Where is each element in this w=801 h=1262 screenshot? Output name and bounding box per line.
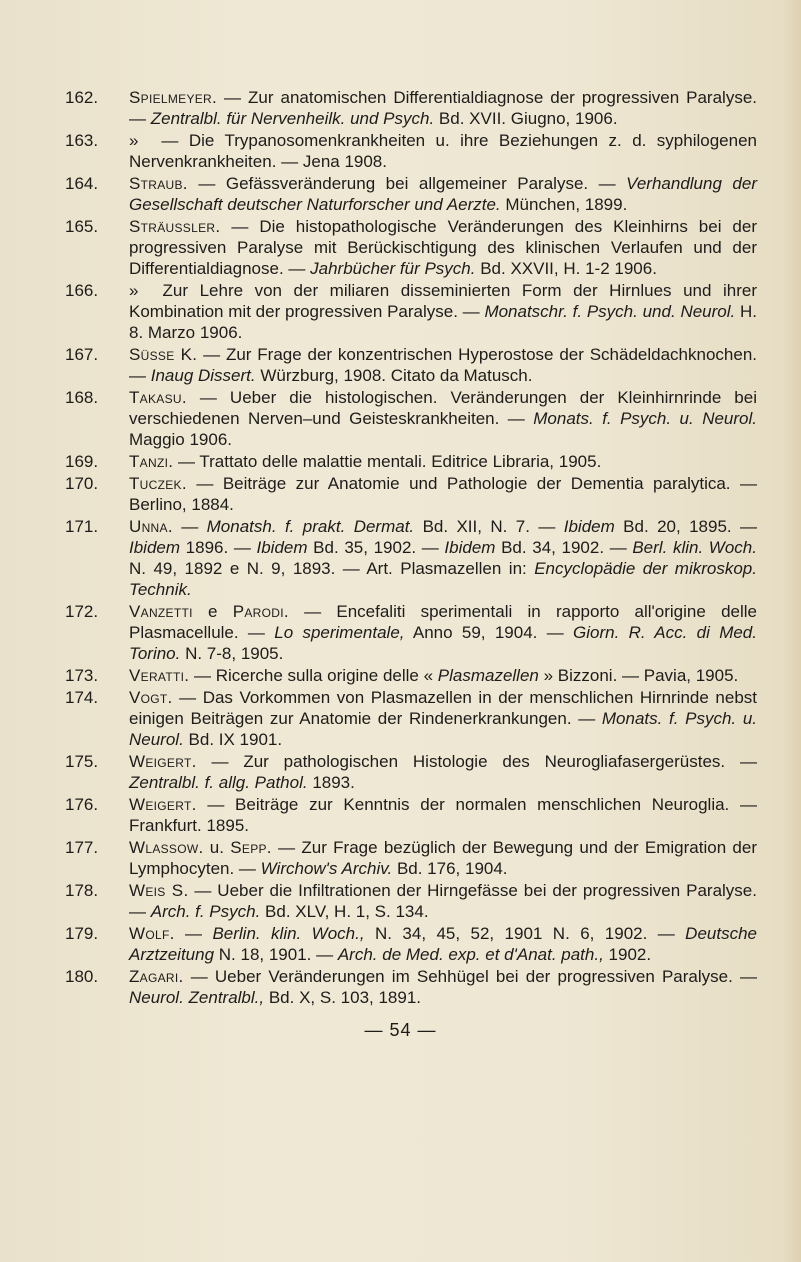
reference-text: Anno 59, 1904. — xyxy=(404,623,573,642)
reference-item-175 xyxy=(65,751,757,793)
reference-journal: Berlin. klin. Woch., xyxy=(212,924,365,943)
reference-journal: Wirchow's Archiv. xyxy=(260,859,393,878)
reference-number: 164. xyxy=(65,174,99,193)
ditto-mark: » xyxy=(129,281,139,300)
reference-author: Spielmeyer. xyxy=(129,88,218,107)
reference-number: 162. xyxy=(65,88,99,107)
reference-text: — Zur anatomischen Differentialdiagnose der progressiven Paralyse. — xyxy=(129,88,757,128)
reference-author: Süsse K. xyxy=(129,345,198,364)
reference-number: 172. xyxy=(65,602,99,621)
reference-item-165 xyxy=(65,216,757,279)
reference-item-166 xyxy=(65,280,757,343)
reference-text: — Die histopathologische Veränderungen des Kleinhirns bei der progressiven Paralyse mit Berückischtigung des klinischen Verlaufen und der Differentialdiagnose. — xyxy=(129,217,757,278)
reference-text: — Die Trypanosomenkrankheiten u. ihre Beziehungen z. d. syphilogenen Nervenkrankheiten. — Jena 1908. xyxy=(129,131,757,171)
reference-text: Bd. 176, 1904. xyxy=(392,859,508,878)
reference-author: Straub. xyxy=(129,174,188,193)
page-number: — 54 — xyxy=(364,1020,437,1040)
reference-text: N. 7-8, 1905. xyxy=(180,644,284,663)
reference-journal: Ibidem xyxy=(444,538,496,557)
reference-author: Unna. xyxy=(129,517,173,536)
reference-number: 167. xyxy=(65,345,99,364)
reference-journal: Monatsh. f. prakt. Dermat. xyxy=(206,517,415,536)
reference-journal: Encyclopädie der mikroskop. Technik. xyxy=(129,559,757,599)
reference-journal: Ibidem xyxy=(129,538,181,557)
reference-author: Weis S. xyxy=(129,881,189,900)
reference-text: — xyxy=(172,517,207,536)
reference-text: — Encefaliti sperimentali in rapporto all'origine delle Plasmacellule. — xyxy=(129,602,757,642)
reference-item-172 xyxy=(65,601,757,664)
reference-text: N. 18, 1901. — xyxy=(214,945,338,964)
reference-text: e xyxy=(192,602,233,621)
reference-item-177 xyxy=(65,837,757,879)
reference-journal: Plasmazellen xyxy=(437,666,539,685)
ditto-mark: » xyxy=(129,131,139,150)
reference-author: Vanzetti xyxy=(129,602,193,621)
reference-text: — Zur Frage bezüglich der Bewegung und der Emigration der Lymphocyten. — xyxy=(129,838,757,878)
reference-number: 171. xyxy=(65,517,99,536)
reference-text: — Das Vorkommen von Plasmazellen in der menschlichen Hirnrinde nebst einigen Beiträgen zur Anatomie der Rindenerkrankungen. — xyxy=(129,688,757,728)
reference-text: Bd. 35, 1902. — xyxy=(307,538,445,557)
reference-item-163 xyxy=(65,130,757,172)
reference-text: — Ueber die histologischen. Veränderungen der Kleinhirnrinde bei verschiedenen Nerven–und Geisteskrankheiten. — xyxy=(129,388,757,428)
reference-author: Zagari. xyxy=(129,967,184,986)
reference-number: 175. xyxy=(65,752,99,771)
reference-item-164 xyxy=(65,173,757,215)
reference-text: — Ueber Veränderungen im Sehhügel bei der progressiven Paralyse. — xyxy=(183,967,757,986)
reference-text: » Bizzoni. — Pavia, 1905. xyxy=(538,666,739,685)
reference-item-168 xyxy=(65,387,757,450)
reference-text: — Ueber die Infiltrationen der Hirngefässe bei der progressiven Paralyse. — xyxy=(129,881,757,921)
reference-author: Takasu. xyxy=(129,388,187,407)
reference-text: Bd. XLV, H. 1, S. 134. xyxy=(260,902,429,921)
reference-text: 1896. — xyxy=(180,538,257,557)
reference-item-178 xyxy=(65,880,757,922)
reference-journal: Zentralbl. für Nervenheilk. und Psych. xyxy=(150,109,435,128)
reference-item-170 xyxy=(65,473,757,515)
reference-author: Wolf. xyxy=(129,924,175,943)
reference-journal: Jahrbücher für Psych. xyxy=(310,259,476,278)
reference-text: Bd. 20, 1895. — xyxy=(614,517,758,536)
reference-text: Bd. IX 1901. xyxy=(183,730,283,749)
reference-text: München, 1899. xyxy=(500,195,628,214)
reference-text: Bd. XII, N. 7. — xyxy=(414,517,564,536)
reference-number: 177. xyxy=(65,838,99,857)
reference-item-169 xyxy=(65,451,757,472)
reference-text: — Beiträge zur Kenntnis der normalen menschlichen Neuroglia. — Frankfurt. 1895. xyxy=(129,795,757,835)
reference-text: — Zur pathologischen Histologie des Neurogliafasergerüstes. — xyxy=(196,752,757,771)
reference-item-174 xyxy=(65,687,757,750)
page-edge-shadow xyxy=(783,0,801,1262)
reference-journal: Verhandlung der Gesellschaft deutscher Naturforscher und Aerzte. xyxy=(129,174,757,214)
reference-text: — Ricerche sulla origine delle « xyxy=(189,666,438,685)
reference-number: 169. xyxy=(65,452,99,471)
reference-author: Tanzi. xyxy=(129,452,174,471)
reference-text: — Trattato delle malattie mentali. Editrice Libraria, 1905. xyxy=(173,452,602,471)
reference-number: 178. xyxy=(65,881,99,900)
reference-journal: Arch. f. Psych. xyxy=(150,902,261,921)
reference-text: Maggio 1906. xyxy=(129,430,233,449)
reference-item-173 xyxy=(65,665,757,686)
reference-journal: Ibidem xyxy=(256,538,308,557)
reference-text: — Beiträge zur Anatomie und Pathologie der Dementia paralytica. — Berlino, 1884. xyxy=(129,474,757,514)
reference-journal: Inaug Dissert. xyxy=(150,366,256,385)
reference-journal: Monatschr. f. Psych. und. Neurol. xyxy=(484,302,736,321)
reference-item-179 xyxy=(65,923,757,965)
reference-journal: Neurol. Zentralbl., xyxy=(129,988,265,1007)
reference-item-176 xyxy=(65,794,757,836)
reference-author: Weigert. xyxy=(129,752,197,771)
reference-number: 170. xyxy=(65,474,99,493)
reference-author: Veratti. xyxy=(129,666,190,685)
reference-text: 1902. xyxy=(603,945,652,964)
reference-author: Parodi. xyxy=(232,602,289,621)
reference-text: Zur Lehre von der miliaren disseminierten Form der Hirnlues und ihrer Kombination mit der progressiven Paralyse. — xyxy=(129,281,757,321)
reference-journal: Arch. de Med. exp. et d'Anat. path., xyxy=(337,945,604,964)
reference-journal: Giorn. R. Acc. di Med. Torino. xyxy=(129,623,757,663)
reference-journal: Lo sperimentale, xyxy=(274,623,405,642)
reference-number: 180. xyxy=(65,967,99,986)
reference-text: Bd. XXVII, H. 1-2 1906. xyxy=(475,259,657,278)
reference-journal: Ibidem xyxy=(563,517,615,536)
reference-number: 163. xyxy=(65,131,99,150)
reference-text: N. 34, 45, 52, 1901 N. 6, 1902. — xyxy=(364,924,686,943)
reference-journal: Monats. f. Psych. u. Neurol. xyxy=(533,409,757,428)
reference-journal: Deutsche Arztzeitung xyxy=(129,924,757,964)
reference-number: 176. xyxy=(65,795,99,814)
reference-item-162 xyxy=(65,87,757,129)
reference-list xyxy=(65,87,757,1009)
reference-author: Wlassow. xyxy=(129,838,204,857)
reference-text: Bd. 34, 1902. — xyxy=(495,538,633,557)
reference-text: — Zur Frage der konzentrischen Hyperostose der Schädeldachknochen. — xyxy=(129,345,758,385)
reference-author: Vogt. xyxy=(129,688,173,707)
reference-item-171 xyxy=(65,516,757,600)
reference-number: 174. xyxy=(65,688,99,707)
reference-journal: Monats. f. Psych. u. Neurol. xyxy=(129,709,757,749)
reference-item-180 xyxy=(65,966,757,1008)
reference-number: 165. xyxy=(65,217,99,236)
reference-author: Sepp. xyxy=(230,838,272,857)
reference-journal: Zentralbl. f. allg. Pathol. xyxy=(129,773,308,792)
reference-author: Sträussler. xyxy=(129,217,221,236)
reference-text: u. xyxy=(203,838,231,857)
reference-text: Würzburg, 1908. Citato da Matusch. xyxy=(255,366,533,385)
reference-number: 179. xyxy=(65,924,99,943)
reference-text: — xyxy=(174,924,213,943)
reference-number: 166. xyxy=(65,281,99,300)
reference-text: Bd. X, S. 103, 1891. xyxy=(264,988,422,1007)
reference-author: Tuczek. xyxy=(129,474,187,493)
reference-text: Bd. XVII. Giugno, 1906. xyxy=(434,109,618,128)
reference-number: 168. xyxy=(65,388,99,407)
reference-item-167 xyxy=(65,344,757,386)
reference-text: H. 8. Marzo 1906. xyxy=(129,302,758,342)
reference-journal: Berl. klin. Woch. xyxy=(632,538,757,557)
reference-text: — Gefässveränderung bei allgemeiner Paralyse. — xyxy=(187,174,627,193)
reference-author: Weigert. xyxy=(129,795,197,814)
reference-number: 173. xyxy=(65,666,99,685)
reference-text: 1893. xyxy=(307,773,355,792)
reference-text: N. 49, 1892 e N. 9, 1893. — Art. Plasmazellen in: xyxy=(129,559,535,578)
